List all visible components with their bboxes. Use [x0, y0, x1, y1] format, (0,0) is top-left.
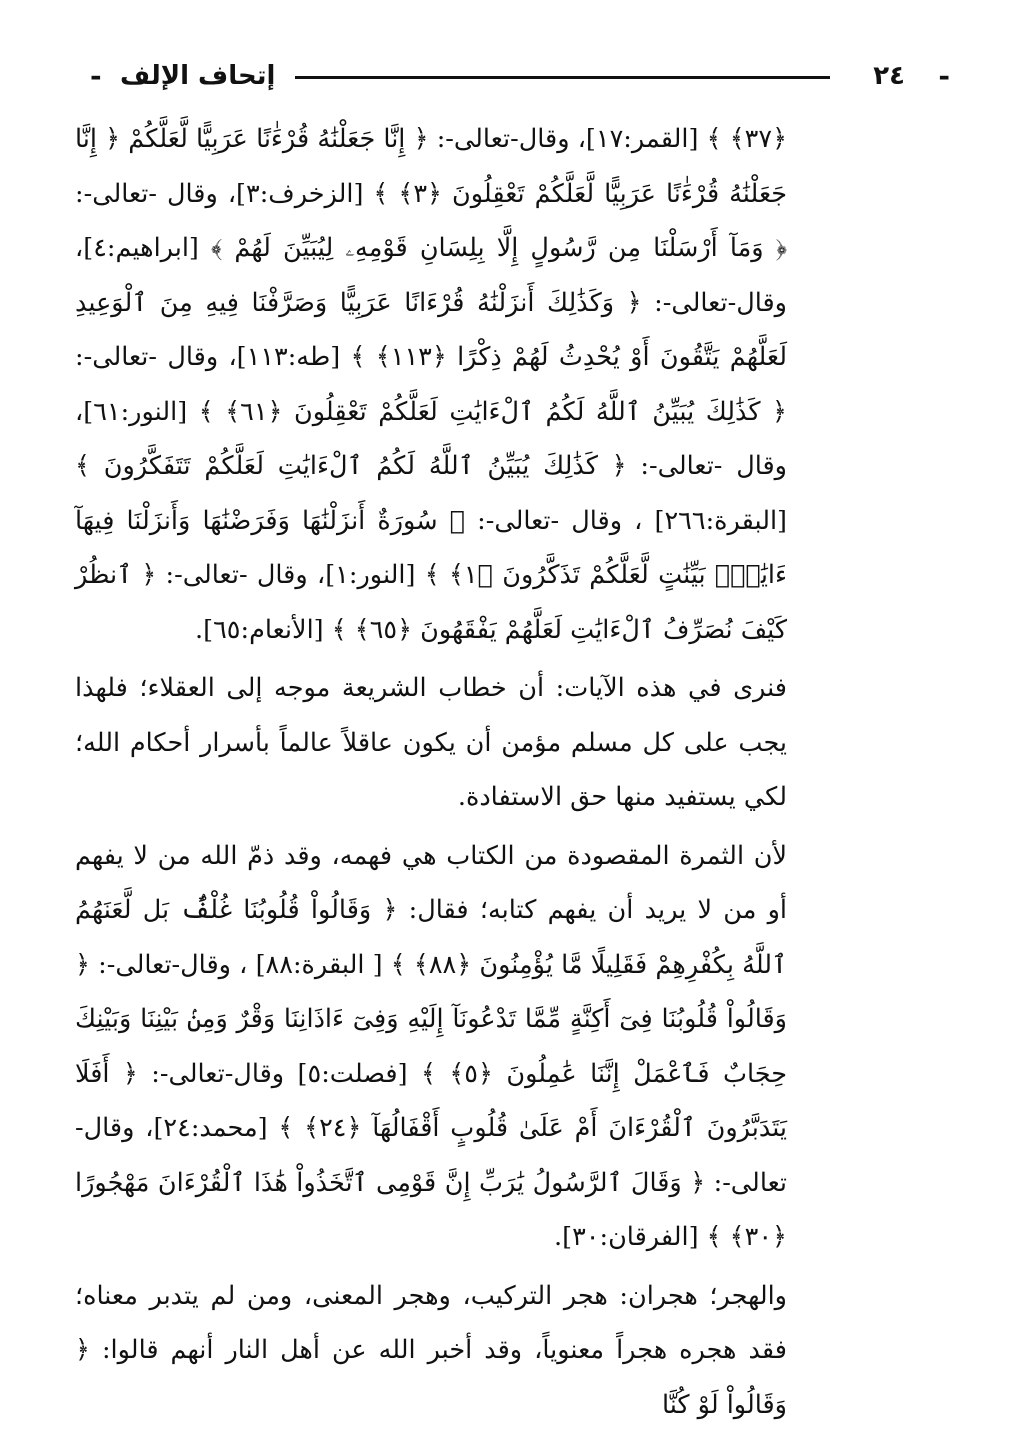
- header-dash-right: -: [938, 56, 950, 96]
- paragraph-commentary: فنرى في هذه الآيات: أن خطاب الشريعة موجه إلى العقلاء؛ فلهذا يجب على كل مسلم مؤمن أن يكون عاقلاً عالماً بأسرار أحكام الله؛ لكي يستفيد منها حق الاستفادة.: [75, 661, 787, 825]
- page-body: [75, 112, 787, 1432]
- page-number: ٢٤: [873, 56, 905, 96]
- running-header: [80, 56, 950, 96]
- verse-continuation: ﴿٣٧﴾ ﴾ [القمر:١٧]، وقال-تعالى-: ﴿ إِنَّا جَعَلْنَٰهُ قُرْءَٰنًا عَرَبِيًّا لَّعَلَّكُمْ: [128, 124, 787, 154]
- book-title: إتحاف الإلف: [120, 56, 275, 96]
- header-dash-left: -: [90, 56, 102, 96]
- verses-text: ﴿ إِنَّا جَعَلْنَٰهُ قُرْءَٰنًا عَرَبِيًّا لَّعَلَّكُمْ تَعْقِلُونَ ﴿٣﴾ ﴾ [الزخرف:٣]، وقال -تعالى-: ﴿ وَمَآ أَرْسَلْنَا مِن رَّسُولٍ إِلَّا بِلِسَانِ قَوْمِهِۦ لِيُبَيِّنَ لَهُمْ ﴾ [ابراهيم:٤]، وقال-تعالى-: ﴿ وَكَذَٰلِكَ أَنزَلْنَٰهُ قُرْءَانًا عَرَبِيًّا وَصَرَّفْنَا فِيهِ مِنَ ٱلْوَعِيدِ لَعَلَّهُمْ يَتَّقُونَ أَوْ يُحْدِثُ لَهُمْ ذِكْرًا ﴿١١٣﴾ ﴾ [طه:١١٣]، وقال -تعالى-: ﴿ كَذَٰلِكَ يُبَيِّنُ ٱللَّهُ لَكُمُ ٱلْءَايَٰتِ لَعَلَّكُمْ تَعْقِلُونَ ﴿٦١﴾ ﴾ [النور:٦١]، وقال -تعالى-: ﴿ كَذَٰلِكَ يُبَيِّنُ ٱللَّهُ لَكُمُ ٱلْءَايَٰتِ لَعَلَّكُمْ تَتَفَكَّرُونَ ﴾ [البقرة:٢٦٦] ، وقال -تعالى-: ﴿ سُورَةٌ أَنزَلْنَٰهَا وَفَرَضْنَٰهَا وَأَنزَلْنَا فِيهَآ ءَايَٰتٍۭ بَيِّنَٰتٍ لَّعَلَّكُمْ تَذَكَّرُونَ ﴿١﴾ ﴾ [النور:١]، وقال -تعالى-: ﴿ ٱنظُرْ كَيْفَ نُصَرِّفُ ٱلْءَايَٰتِ لَعَلَّهُمْ يَفْقَهُونَ ﴿٦٥﴾ ﴾ [الأنعام:٦٥].: [75, 124, 787, 645]
- paragraph-understanding: لأن الثمرة المقصودة من الكتاب هي فهمه، وقد ذمّ الله من لا يفهم أو من لا يريد أن يفهم كتابه؛ فقال: ﴿ وَقَالُواْ قُلُوبُنَا غُلْفٌۢ بَل لَّعَنَهُمُ ٱللَّهُ بِكُفْرِهِمْ فَقَلِيلًا مَّا يُؤْمِنُونَ ﴿٨٨﴾ ﴾ [ البقرة:٨٨] ، وقال-تعالى-: ﴿ وَقَالُواْ قُلُوبُنَا فِىٓ أَكِنَّةٍ مِّمَّا تَدْعُونَآ إِلَيْهِ وَفِىٓ ءَاذَانِنَا وَقْرٌ وَمِنۢ بَيْنِنَا وَبَيْنِكَ حِجَابٌ فَٱعْمَلْ إِنَّنَا عَٰمِلُونَ ﴿٥﴾ ﴾ [فصلت:٥] وقال-تعالى-: ﴿ أَفَلَا يَتَدَبَّرُونَ ٱلْقُرْءَانَ أَمْ عَلَىٰ قُلُوبٍ أَقْفَالُهَآ ﴿٢٤﴾ ﴾ [محمد:٢٤]، وقال- تعالى-: ﴿ وَقَالَ ٱلرَّسُولُ يَٰرَبِّ إِنَّ قَوْمِى ٱتَّخَذُواْ هَٰذَا ٱلْقُرْءَانَ مَهْجُورًا ﴿٣٠﴾ ﴾ [الفرقان:٣٠].: [75, 829, 787, 1265]
- paragraph-hajr: والهجر؛ هجران: هجر التركيب، وهجر المعنى، ومن لم يتدبر معناه؛ فقد هجره هجراً معنوياً، وقد أخبر الله عن أهل النار أنهم قالوا: ﴿ وَقَالُواْ لَوْ كُنَّا: [75, 1269, 787, 1432]
- paragraph-verses: [75, 112, 787, 657]
- header-rule: [295, 76, 830, 79]
